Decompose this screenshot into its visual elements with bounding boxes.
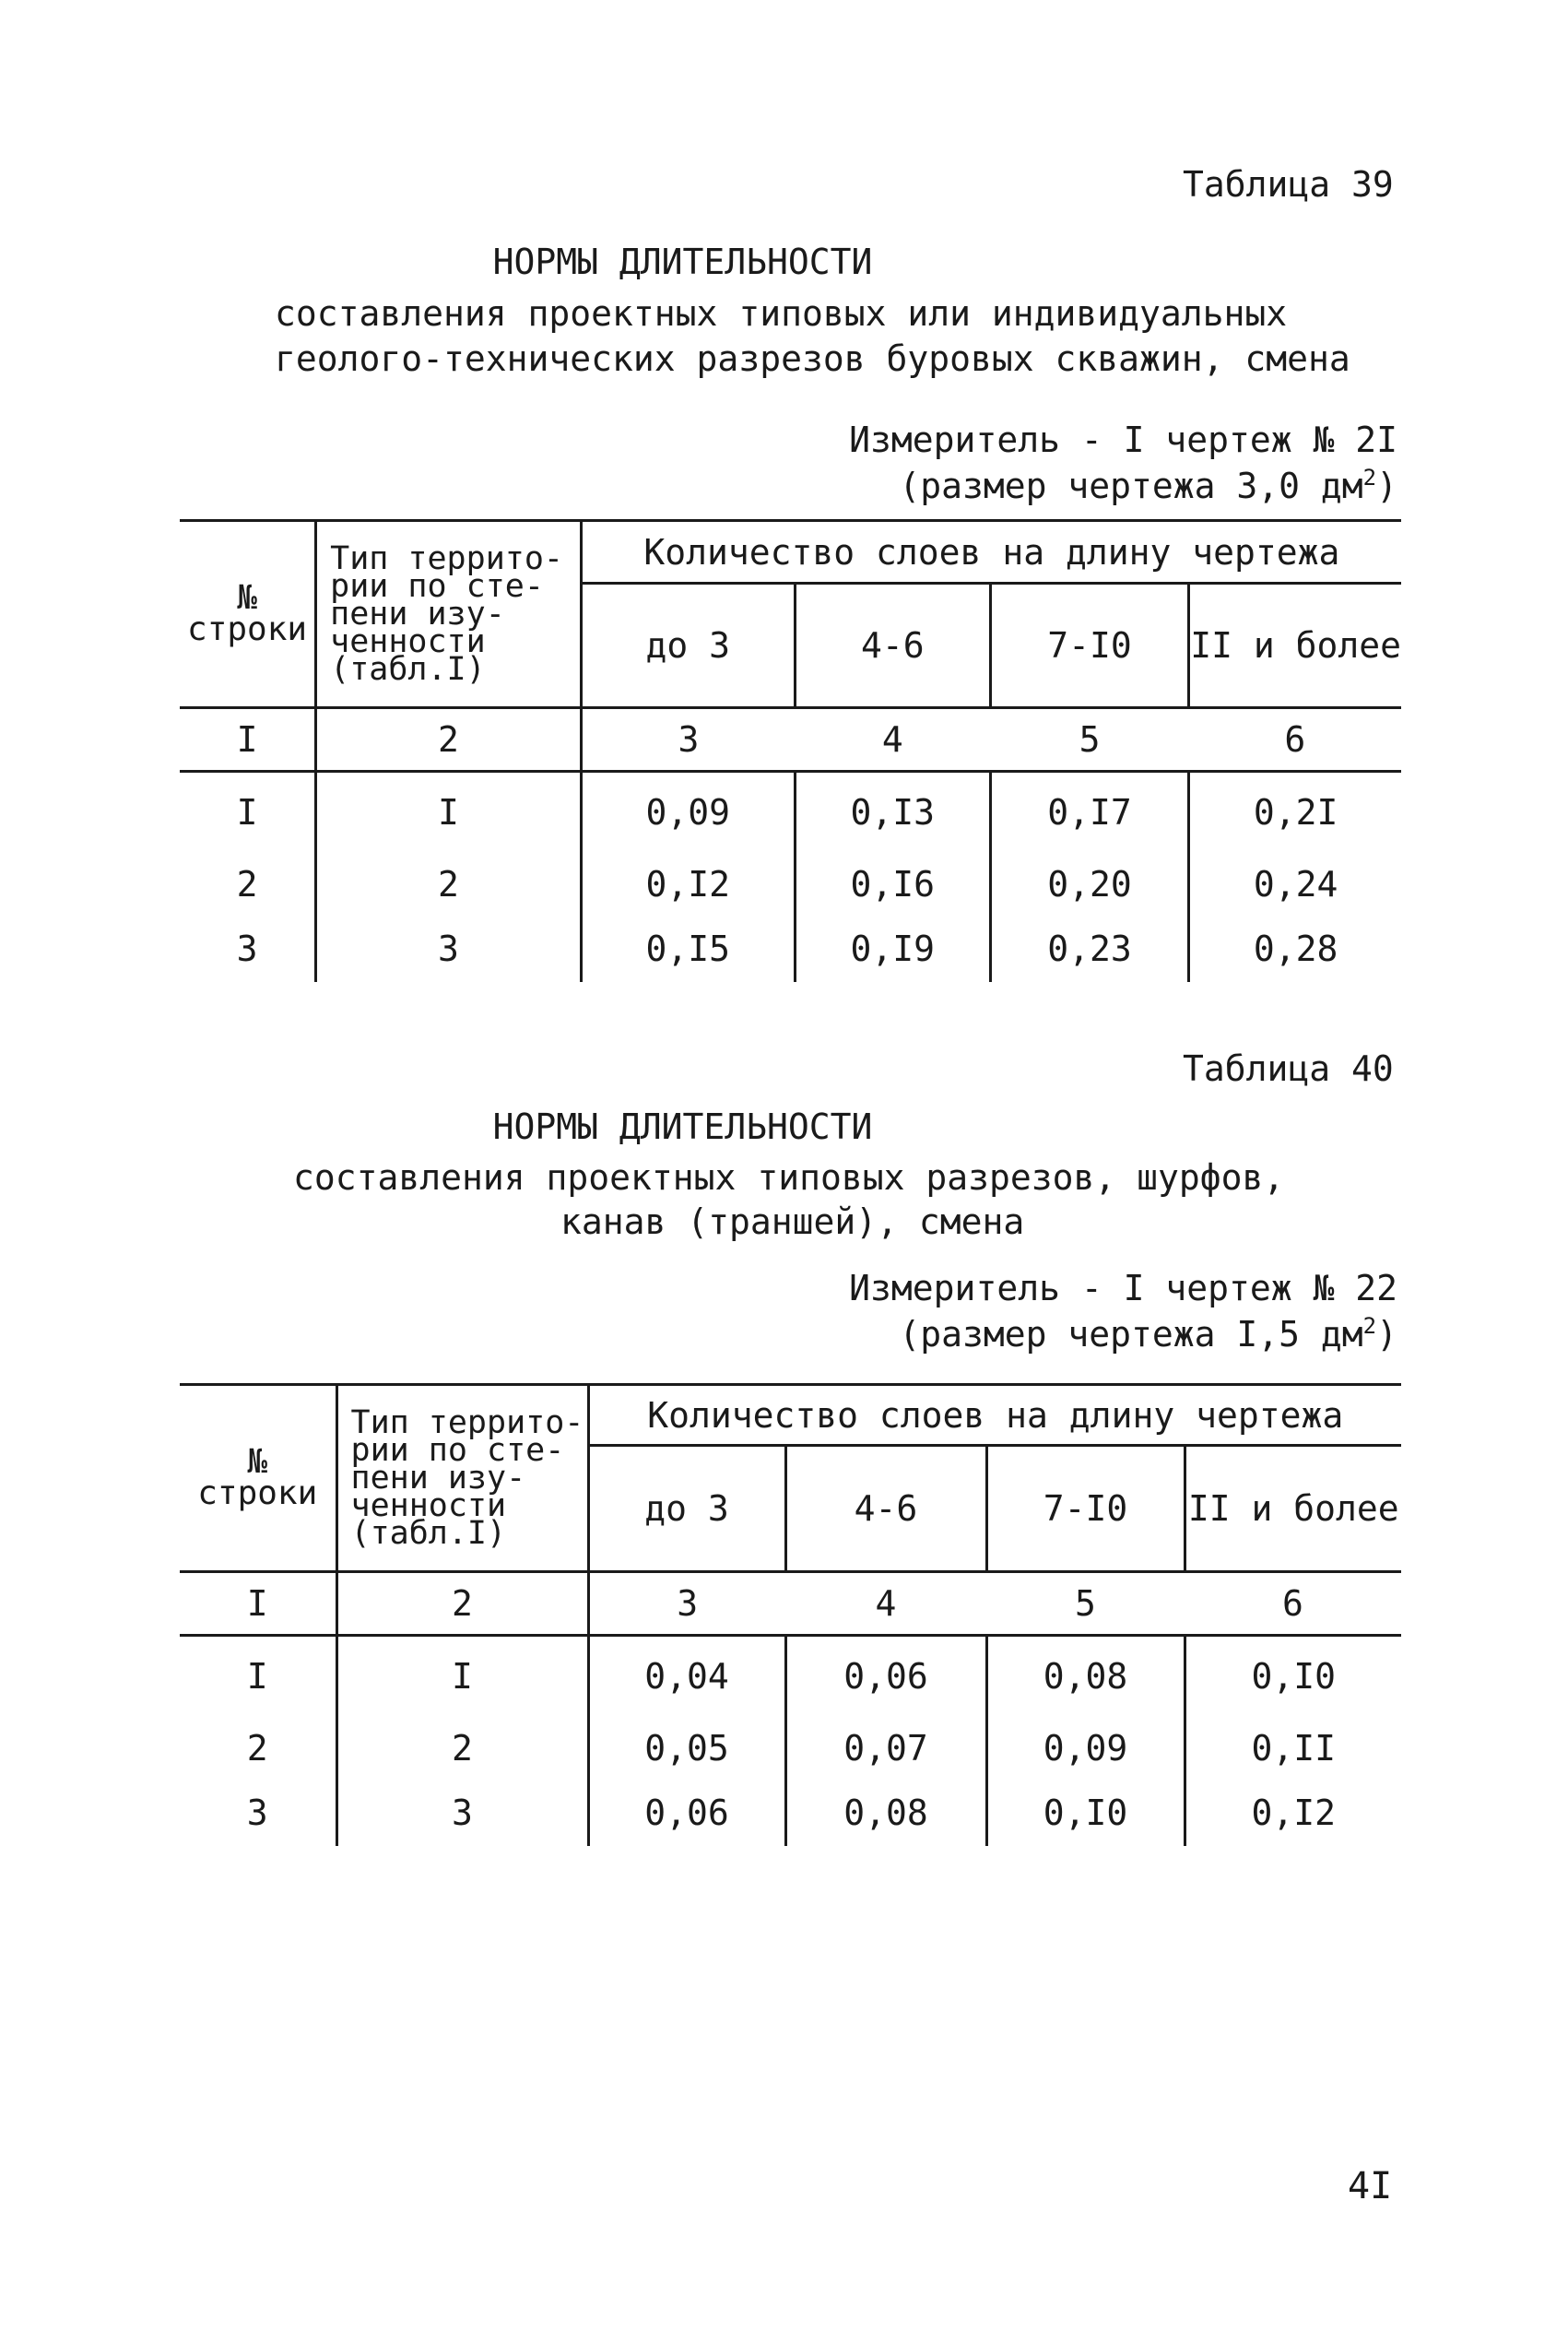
index-cell: 3 <box>581 708 795 772</box>
header-territory-type: Тип террито- рии по сте- пени изу- ченности (табл.I) <box>336 1385 588 1572</box>
value-cell: 0,I2 <box>1185 1780 1401 1846</box>
table-39-size: (размер чертежа 3,0 $дм^2$) <box>899 465 1397 506</box>
table-39-heading: НОРМЫ ДЛИТЕЛЬНОСТИ <box>492 242 873 282</box>
table-row <box>180 772 1401 853</box>
value-cell: 0,I7 <box>990 772 1188 853</box>
header-subcol-4-6: 4-6 <box>785 1446 986 1572</box>
index-cell: I <box>236 719 258 760</box>
row-number-cell: I <box>236 792 258 834</box>
header-subcol-7-10: 7-I0 <box>990 584 1188 708</box>
page-number: 4I <box>1348 2165 1393 2207</box>
header-subcol-11-plus: II и более <box>1189 584 1401 708</box>
header-row-number: № строки <box>197 1443 318 1512</box>
territory-type-cell: I <box>336 1636 588 1717</box>
row-number-cell: I <box>246 1656 268 1698</box>
index-cell: 3 <box>588 1572 785 1636</box>
index-cell: 2 <box>316 708 582 772</box>
table-39 <box>180 519 1401 982</box>
index-cell: 5 <box>1075 1583 1096 1624</box>
territory-type-cell: 3 <box>316 916 582 982</box>
header-layer-count-group: Количество слоев на длину чертежа <box>581 521 1401 584</box>
table-40 <box>180 1383 1401 1846</box>
table-40-index-row <box>180 1572 1401 1636</box>
header-layer-count-group: Количество слоев на длину чертежа <box>588 1385 1401 1446</box>
value-cell: 0,II <box>1185 1717 1401 1780</box>
row-number-cell: 2 <box>246 1727 268 1769</box>
value-cell: 0,I0 <box>986 1780 1185 1846</box>
table-row <box>180 1780 1401 1846</box>
table-39-subtitle-line-1: составления проектных типовых или индивидуальных <box>275 293 1288 334</box>
table-39-measure: Измеритель - I чертеж № 2I <box>849 420 1397 460</box>
header-subcol-up-to-3: до 3 <box>581 584 795 708</box>
value-cell: 0,06 <box>785 1636 986 1717</box>
table-row <box>180 853 1401 916</box>
territory-type-cell: 2 <box>336 1717 588 1780</box>
table-39-index-row <box>180 708 1401 772</box>
index-cell: 6 <box>1282 1583 1303 1624</box>
table-39-header-row-1 <box>180 521 1401 584</box>
value-cell: 0,23 <box>990 916 1188 982</box>
value-cell: 0,20 <box>990 853 1188 916</box>
value-cell: 0,08 <box>785 1780 986 1846</box>
row-number-cell: 2 <box>236 863 258 905</box>
table-40-subtitle-line-1: составления проектных типовых разрезов, шурфов, <box>293 1157 1285 1198</box>
index-cell: 6 <box>1284 719 1306 760</box>
header-territory-type: Тип террито- рии по сте- пени изу- ченности (табл.I) <box>316 521 582 708</box>
index-cell: 4 <box>881 719 903 760</box>
row-number-cell: 3 <box>246 1792 268 1833</box>
table-40-label: Таблица 40 <box>1183 1048 1394 1089</box>
table-row <box>180 916 1401 982</box>
index-cell: I <box>246 1583 268 1624</box>
value-cell: 0,24 <box>1189 853 1401 916</box>
value-cell: 0,28 <box>1189 916 1401 982</box>
header-subcol-11-plus: II и более <box>1185 1446 1401 1572</box>
table-40-header-row-1 <box>180 1385 1401 1446</box>
value-cell: 0,2I <box>1189 772 1401 853</box>
header-row-number: № строки <box>187 579 308 648</box>
value-cell: 0,I6 <box>795 853 990 916</box>
value-cell: 0,I3 <box>795 772 990 853</box>
territory-type-cell: 3 <box>336 1780 588 1846</box>
header-subcol-7-10: 7-I0 <box>986 1446 1185 1572</box>
index-cell: 5 <box>1079 719 1101 760</box>
table-40-heading: НОРМЫ ДЛИТЕЛЬНОСТИ <box>492 1106 873 1147</box>
table-39-label: Таблица 39 <box>1183 164 1394 205</box>
index-cell: 2 <box>336 1572 588 1636</box>
value-cell: 0,07 <box>785 1717 986 1780</box>
value-cell: 0,I0 <box>1185 1636 1401 1717</box>
value-cell: 0,04 <box>588 1636 785 1717</box>
value-cell: 0,I5 <box>581 916 795 982</box>
value-cell: 0,08 <box>986 1636 1185 1717</box>
header-subcol-4-6: 4-6 <box>795 584 990 708</box>
table-40-size: (размер чертежа I,5 $дм^2$) <box>899 1313 1397 1355</box>
table-40-subtitle-line-2: канав (траншей), смена <box>560 1201 1025 1242</box>
row-number-cell: 3 <box>236 928 258 969</box>
table-39-subtitle-line-2: геолого-технических разрезов буровых скважин, смена <box>275 338 1350 379</box>
value-cell: 0,09 <box>581 772 795 853</box>
territory-type-cell: I <box>316 772 582 853</box>
value-cell: 0,06 <box>588 1780 785 1846</box>
index-cell: 4 <box>875 1583 897 1624</box>
table-row <box>180 1636 1401 1717</box>
table-40-measure: Измеритель - I чертеж № 22 <box>849 1268 1397 1308</box>
value-cell: 0,I2 <box>581 853 795 916</box>
table-row <box>180 1717 1401 1780</box>
value-cell: 0,05 <box>588 1717 785 1780</box>
value-cell: 0,09 <box>986 1717 1185 1780</box>
value-cell: 0,I9 <box>795 916 990 982</box>
header-subcol-up-to-3: до 3 <box>588 1446 785 1572</box>
territory-type-cell: 2 <box>316 853 582 916</box>
